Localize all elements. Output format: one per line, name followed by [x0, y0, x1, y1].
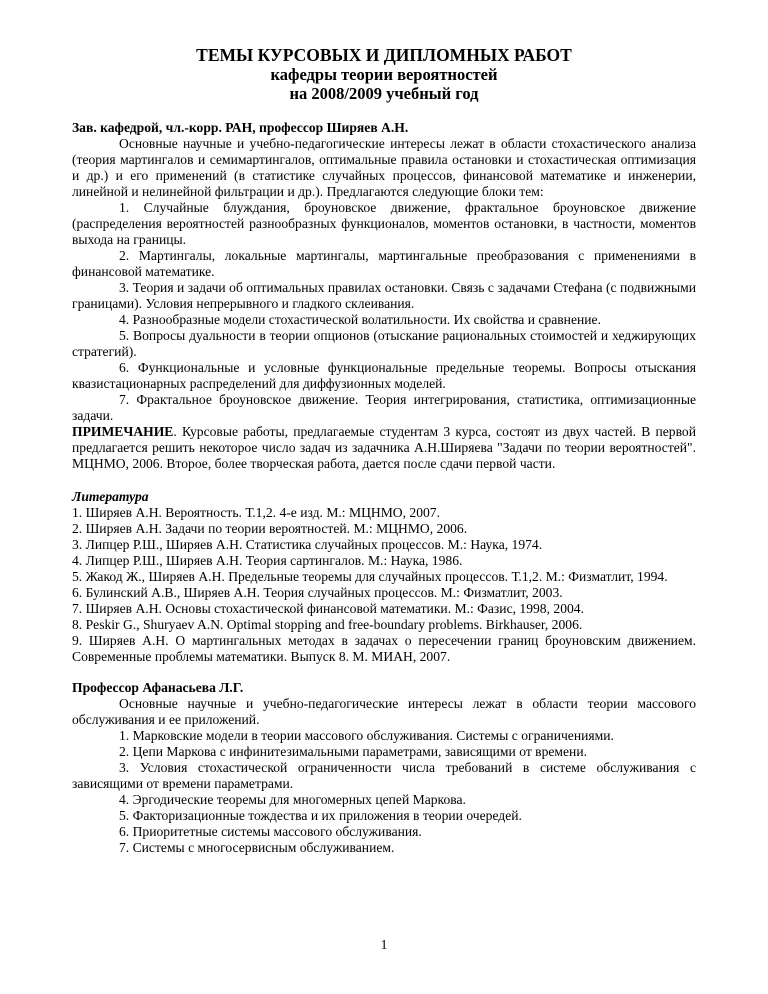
topic-item: 2. Цепи Маркова с инфинитезимальными параметрами, зависящими от времени. [119, 744, 587, 759]
literature-heading: Литература [72, 489, 149, 504]
section-heading: Зав. кафедрой, чл.-корр. РАН, профессор Ширяев А.Н. [72, 120, 409, 135]
section-shiryaev [72, 120, 696, 472]
topic-item: 3. Условия стохастической ограниченности числа требований в системе обслуживания с зависящими от времени параметрами. [72, 760, 696, 791]
literature-item: 5. Жакод Ж., Ширяев А.Н. Предельные теоремы для случайных процессов. Т.1,2. М.: Физматлит, 1994. [72, 569, 668, 584]
literature-item: 2. Ширяев А.Н. Задачи по теории вероятностей. М.: МЦНМО, 2006. [72, 521, 468, 536]
topic-item: 1. Случайные блуждания, броуновское движение, фрактальное броуновское движение (распределения вероятностей разнообразных функционалов, моментов остановки, в частности, моментов выхода на границы. [72, 200, 696, 247]
note-text: . Курсовые работы, предлагаемые студентам 3 курса, состоят из двух частей. В первой предлагается решить некоторое число задач из задачника А.Н.Ширяева "Задачи по теории вероятностей". МЦНМО, 2006. Второе, более творческая работа, дается после сдачи первой части. [72, 424, 696, 471]
section-heading: Профессор Афанасьева Л.Г. [72, 680, 244, 695]
literature-item: 6. Булинский А.В., Ширяев А.Н. Теория случайных процессов. М.: Физматлит, 2003. [72, 585, 563, 600]
topic-item: 5. Факторизационные тождества и их приложения в теории очередей. [119, 808, 522, 823]
topic-item: 1. Марковские модели в теории массового обслуживания. Системы с ограничениями. [119, 728, 614, 743]
literature-item: 7. Ширяев А.Н. Основы стохастической финансовой математики. М.: Фазис, 1998, 2004. [72, 601, 584, 616]
topic-item: 6. Приоритетные системы массового обслуживания. [119, 824, 422, 839]
section-afanasyeva [72, 680, 696, 856]
page-number: 1 [380, 937, 388, 952]
title-line-1: ТЕМЫ КУРСОВЫХ И ДИПЛОМНЫХ РАБОТ [196, 45, 572, 65]
literature-section [72, 489, 696, 665]
literature-item: 1. Ширяев А.Н. Вероятность. Т.1,2. 4-е изд. М.: МЦНМО, 2007. [72, 505, 440, 520]
literature-item: 9. Ширяев А.Н. О мартингальных методах в задачах о пересечении границ броуновским движением. Современные проблемы математики. Выпуск 8. М. МИАН, 2007. [72, 633, 696, 664]
topic-item: 7. Системы с многосервисным обслуживанием. [119, 840, 395, 855]
topic-item: 4. Эргодические теоремы для многомерных цепей Маркова. [119, 792, 466, 807]
topic-item: 6. Функциональные и условные функциональные предельные теоремы. Вопросы отыскания квазистационарных распределений для диффузионных моделей. [72, 360, 696, 391]
section-intro: Основные научные и учебно-педагогические интересы лежат в области теории массового обслуживания и ее приложений. [72, 696, 696, 727]
topic-item: 7. Фрактальное броуновское движение. Теория интегрирования, статистика, оптимизационные задачи. [72, 392, 696, 423]
note-paragraph [72, 424, 696, 472]
literature-item: 8. Peskir G., Shuryaev A.N. Optimal stopping and free-boundary problems. Birkhauser, 2006. [72, 617, 583, 632]
title-line-3: на 2008/2009 учебный год [289, 84, 479, 103]
note-label: ПРИМЕЧАНИЕ [72, 424, 174, 439]
topic-item: 5. Вопросы дуальности в теории опционов (отыскание рациональных стоимостей и хеджирующих стратегий). [72, 328, 696, 359]
title-line-2: кафедры теории вероятностей [270, 65, 498, 84]
literature-item: 3. Липцер Р.Ш., Ширяев А.Н. Статистика случайных процессов. М.: Наука, 1974. [72, 537, 543, 552]
literature-item: 4. Липцер Р.Ш., Ширяев А.Н. Теория сартингалов. М.: Наука, 1986. [72, 553, 463, 568]
section-intro: Основные научные и учебно-педагогические интересы лежат в области стохастического анализа (теория мартингалов и семимартингалов, оптимальные правила остановки и стохастическая оптимизация и др.) и его применений (в статистике случайных процессов, финансовой математике и инженерии, линейной и нелинейной фильтрации и др.). Предлагаются следующие блоки тем: [72, 136, 696, 199]
topic-item: 2. Мартингалы, локальные мартингалы, мартингальные преобразования с применениями в финансовой математике. [72, 248, 696, 279]
topic-item: 4. Разнообразные модели стохастической волатильности. Их свойства и сравнение. [119, 312, 601, 327]
topic-item: 3. Теория и задачи об оптимальных правилах остановки. Связь с задачами Стефана (с подвижными границами). Условия непрерывного и гладкого склеивания. [72, 280, 696, 311]
document-title [72, 46, 696, 103]
